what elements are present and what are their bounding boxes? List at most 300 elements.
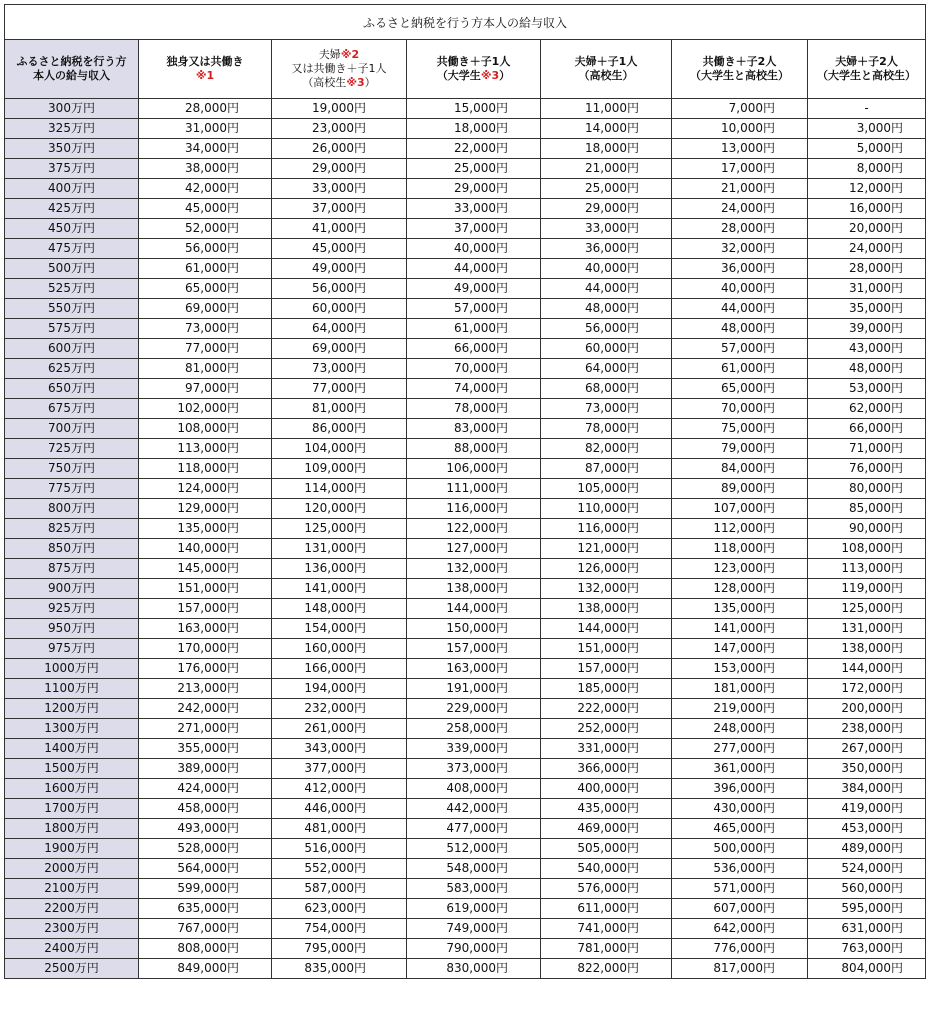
limit-cell: 65,000円 — [139, 279, 272, 299]
limit-cell: 453,000円 — [808, 819, 926, 839]
header-text: 独身又は共働き — [166, 55, 244, 68]
limit-cell: 469,000円 — [541, 819, 672, 839]
limit-cell: 536,000円 — [672, 859, 808, 879]
header-text: 共働き＋子1人 — [436, 55, 511, 68]
limit-cell: 790,000円 — [407, 939, 541, 959]
table-row — [5, 139, 926, 159]
income-cell: 875万円 — [5, 559, 139, 579]
limit-cell: 5,000円 — [808, 139, 926, 159]
limit-cell: 127,000円 — [407, 539, 541, 559]
limit-cell: 73,000円 — [139, 319, 272, 339]
limit-cell: 271,000円 — [139, 719, 272, 739]
limit-cell: 14,000円 — [541, 119, 672, 139]
limit-cell: 70,000円 — [407, 359, 541, 379]
table-row — [5, 539, 926, 559]
income-cell: 725万円 — [5, 439, 139, 459]
limit-cell: 36,000円 — [541, 239, 672, 259]
limit-cell: 419,000円 — [808, 799, 926, 819]
table-row — [5, 919, 926, 939]
limit-cell: 194,000円 — [272, 679, 407, 699]
limit-cell: 113,000円 — [139, 439, 272, 459]
income-cell: 475万円 — [5, 239, 139, 259]
limit-cell: 129,000円 — [139, 499, 272, 519]
limit-cell: 53,000円 — [808, 379, 926, 399]
table-row — [5, 339, 926, 359]
limit-cell: 85,000円 — [808, 499, 926, 519]
limit-cell: 176,000円 — [139, 659, 272, 679]
limit-cell: 45,000円 — [139, 199, 272, 219]
limit-cell: 830,000円 — [407, 959, 541, 979]
limit-cell: 62,000円 — [808, 399, 926, 419]
limit-cell: 587,000円 — [272, 879, 407, 899]
income-cell: 375万円 — [5, 159, 139, 179]
limit-cell: 80,000円 — [808, 479, 926, 499]
income-cell: 325万円 — [5, 119, 139, 139]
header-dual-child-univ — [407, 40, 541, 99]
limit-cell: 104,000円 — [272, 439, 407, 459]
limit-cell: 136,000円 — [272, 559, 407, 579]
limit-cell: 430,000円 — [672, 799, 808, 819]
limit-cell: 71,000円 — [808, 439, 926, 459]
table-row — [5, 439, 926, 459]
table-row — [5, 879, 926, 899]
limit-cell: 623,000円 — [272, 899, 407, 919]
footnote-mark: ※3 — [480, 69, 500, 82]
limit-cell: 583,000円 — [407, 879, 541, 899]
limit-cell: - — [808, 99, 926, 119]
income-cell: 1600万円 — [5, 779, 139, 799]
limit-cell: 109,000円 — [272, 459, 407, 479]
limit-cell: 108,000円 — [808, 539, 926, 559]
table-row — [5, 459, 926, 479]
limit-cell: 191,000円 — [407, 679, 541, 699]
limit-cell: 25,000円 — [407, 159, 541, 179]
limit-cell: 77,000円 — [139, 339, 272, 359]
limit-cell: 835,000円 — [272, 959, 407, 979]
table-row — [5, 359, 926, 379]
limit-cell: 528,000円 — [139, 839, 272, 859]
limit-cell: 35,000円 — [808, 299, 926, 319]
limit-cell: 277,000円 — [672, 739, 808, 759]
limit-cell: 763,000円 — [808, 939, 926, 959]
limit-cell: 102,000円 — [139, 399, 272, 419]
limit-cell: 18,000円 — [407, 119, 541, 139]
income-cell: 450万円 — [5, 219, 139, 239]
limit-cell: 144,000円 — [541, 619, 672, 639]
limit-cell: 121,000円 — [541, 539, 672, 559]
limit-cell: 41,000円 — [272, 219, 407, 239]
column-header-row — [5, 40, 926, 99]
limit-cell: 635,000円 — [139, 899, 272, 919]
table-row — [5, 199, 926, 219]
table-row — [5, 519, 926, 539]
limit-cell: 185,000円 — [541, 679, 672, 699]
income-cell: 300万円 — [5, 99, 139, 119]
limit-cell: 252,000円 — [541, 719, 672, 739]
limit-cell: 10,000円 — [672, 119, 808, 139]
income-cell: 1500万円 — [5, 759, 139, 779]
limit-cell: 163,000円 — [407, 659, 541, 679]
limit-cell: 26,000円 — [272, 139, 407, 159]
limit-cell: 28,000円 — [139, 99, 272, 119]
limit-cell: 238,000円 — [808, 719, 926, 739]
limit-cell: 82,000円 — [541, 439, 672, 459]
limit-cell: 49,000円 — [272, 259, 407, 279]
limit-cell: 20,000円 — [808, 219, 926, 239]
header-text: 夫婦＋子2人 — [835, 55, 898, 68]
limit-cell: 66,000円 — [808, 419, 926, 439]
limit-cell: 108,000円 — [139, 419, 272, 439]
limit-cell: 111,000円 — [407, 479, 541, 499]
income-cell: 750万円 — [5, 459, 139, 479]
income-cell: 650万円 — [5, 379, 139, 399]
limit-cell: 37,000円 — [407, 219, 541, 239]
limit-cell: 343,000円 — [272, 739, 407, 759]
limit-cell: 150,000円 — [407, 619, 541, 639]
footnote-mark: ※1 — [195, 69, 215, 82]
income-cell: 1100万円 — [5, 679, 139, 699]
limit-cell: 151,000円 — [541, 639, 672, 659]
header-text: （大学生 — [436, 69, 481, 82]
table-row — [5, 159, 926, 179]
limit-cell: 229,000円 — [407, 699, 541, 719]
income-cell: 350万円 — [5, 139, 139, 159]
limit-cell: 135,000円 — [139, 519, 272, 539]
table-row — [5, 759, 926, 779]
limit-cell: 118,000円 — [672, 539, 808, 559]
limit-cell: 18,000円 — [541, 139, 672, 159]
limit-cell: 373,000円 — [407, 759, 541, 779]
header-text: （高校生） — [578, 69, 634, 82]
table-row — [5, 939, 926, 959]
limit-cell: 267,000円 — [808, 739, 926, 759]
header-text: ふるさと納税を行う方 — [16, 55, 127, 68]
limit-cell: 132,000円 — [541, 579, 672, 599]
limit-cell: 39,000円 — [808, 319, 926, 339]
income-cell: 925万円 — [5, 599, 139, 619]
limit-cell: 97,000円 — [139, 379, 272, 399]
income-cell: 1700万円 — [5, 799, 139, 819]
table-row — [5, 259, 926, 279]
income-cell: 950万円 — [5, 619, 139, 639]
income-cell: 700万円 — [5, 419, 139, 439]
limit-cell: 49,000円 — [407, 279, 541, 299]
limit-cell: 552,000円 — [272, 859, 407, 879]
limit-cell: 118,000円 — [139, 459, 272, 479]
limit-cell: 151,000円 — [139, 579, 272, 599]
table-row — [5, 479, 926, 499]
table-body — [5, 99, 926, 979]
limit-cell: 560,000円 — [808, 879, 926, 899]
limit-cell: 607,000円 — [672, 899, 808, 919]
income-cell: 675万円 — [5, 399, 139, 419]
limit-cell: 481,000円 — [272, 819, 407, 839]
header-text: （高校生 — [302, 76, 347, 89]
limit-cell: 89,000円 — [672, 479, 808, 499]
limit-cell: 31,000円 — [808, 279, 926, 299]
limit-cell: 57,000円 — [672, 339, 808, 359]
limit-cell: 458,000円 — [139, 799, 272, 819]
limit-cell: 90,000円 — [808, 519, 926, 539]
header-text: 夫婦 — [318, 48, 341, 61]
limit-cell: 16,000円 — [808, 199, 926, 219]
limit-cell: 28,000円 — [672, 219, 808, 239]
limit-cell: 804,000円 — [808, 959, 926, 979]
limit-cell: 43,000円 — [808, 339, 926, 359]
table-row — [5, 719, 926, 739]
limit-cell: 776,000円 — [672, 939, 808, 959]
limit-cell: 144,000円 — [808, 659, 926, 679]
income-cell: 775万円 — [5, 479, 139, 499]
limit-cell: 181,000円 — [672, 679, 808, 699]
limit-cell: 29,000円 — [541, 199, 672, 219]
limit-cell: 77,000円 — [272, 379, 407, 399]
limit-cell: 56,000円 — [272, 279, 407, 299]
limit-cell: 38,000円 — [139, 159, 272, 179]
limit-cell: 24,000円 — [672, 199, 808, 219]
table-row — [5, 599, 926, 619]
limit-cell: 339,000円 — [407, 739, 541, 759]
income-cell: 850万円 — [5, 539, 139, 559]
income-cell: 525万円 — [5, 279, 139, 299]
header-couple — [272, 40, 407, 99]
limit-cell: 44,000円 — [541, 279, 672, 299]
table-row — [5, 739, 926, 759]
limit-cell: 74,000円 — [407, 379, 541, 399]
limit-cell: 145,000円 — [139, 559, 272, 579]
limit-cell: 76,000円 — [808, 459, 926, 479]
limit-cell: 69,000円 — [139, 299, 272, 319]
limit-cell: 446,000円 — [272, 799, 407, 819]
table-row — [5, 639, 926, 659]
limit-cell: 767,000円 — [139, 919, 272, 939]
table-row — [5, 699, 926, 719]
income-cell: 1800万円 — [5, 819, 139, 839]
limit-cell: 125,000円 — [808, 599, 926, 619]
limit-cell: 122,000円 — [407, 519, 541, 539]
income-cell: 400万円 — [5, 179, 139, 199]
limit-cell: 29,000円 — [272, 159, 407, 179]
limit-cell: 81,000円 — [272, 399, 407, 419]
limit-cell: 116,000円 — [407, 499, 541, 519]
income-cell: 825万円 — [5, 519, 139, 539]
footnote-mark: ※2 — [340, 48, 360, 61]
income-cell: 550万円 — [5, 299, 139, 319]
table-row — [5, 659, 926, 679]
limit-cell: 28,000円 — [808, 259, 926, 279]
table-row — [5, 819, 926, 839]
limit-cell: 465,000円 — [672, 819, 808, 839]
limit-cell: 400,000円 — [541, 779, 672, 799]
table-row — [5, 379, 926, 399]
limit-cell: 65,000円 — [672, 379, 808, 399]
limit-cell: 147,000円 — [672, 639, 808, 659]
limit-cell: 377,000円 — [272, 759, 407, 779]
income-cell: 2000万円 — [5, 859, 139, 879]
header-single-or-dual — [139, 40, 272, 99]
limit-cell: 331,000円 — [541, 739, 672, 759]
limit-cell: 68,000円 — [541, 379, 672, 399]
limit-cell: 477,000円 — [407, 819, 541, 839]
limit-cell: 29,000円 — [407, 179, 541, 199]
limit-cell: 60,000円 — [272, 299, 407, 319]
limit-cell: 124,000円 — [139, 479, 272, 499]
table-row — [5, 99, 926, 119]
limit-cell: 442,000円 — [407, 799, 541, 819]
header-text: （大学生と高校生） — [817, 69, 917, 82]
limit-cell: 79,000円 — [672, 439, 808, 459]
limit-cell: 500,000円 — [672, 839, 808, 859]
limit-cell: 116,000円 — [541, 519, 672, 539]
limit-cell: 564,000円 — [139, 859, 272, 879]
limit-cell: 754,000円 — [272, 919, 407, 939]
income-cell: 975万円 — [5, 639, 139, 659]
income-cell: 1400万円 — [5, 739, 139, 759]
limit-cell: 48,000円 — [541, 299, 672, 319]
limit-cell: 516,000円 — [272, 839, 407, 859]
limit-cell: 23,000円 — [272, 119, 407, 139]
limit-cell: 219,000円 — [672, 699, 808, 719]
limit-cell: 138,000円 — [407, 579, 541, 599]
limit-cell: 435,000円 — [541, 799, 672, 819]
limit-cell: 154,000円 — [272, 619, 407, 639]
limit-cell: 384,000円 — [808, 779, 926, 799]
limit-cell: 64,000円 — [272, 319, 407, 339]
limit-cell: 17,000円 — [672, 159, 808, 179]
limit-cell: 424,000円 — [139, 779, 272, 799]
limit-cell: 12,000円 — [808, 179, 926, 199]
income-cell: 2400万円 — [5, 939, 139, 959]
limit-cell: 61,000円 — [139, 259, 272, 279]
limit-cell: 232,000円 — [272, 699, 407, 719]
limit-cell: 493,000円 — [139, 819, 272, 839]
limit-cell: 123,000円 — [672, 559, 808, 579]
table-row — [5, 959, 926, 979]
table-row — [5, 679, 926, 699]
limit-cell: 48,000円 — [808, 359, 926, 379]
limit-cell: 66,000円 — [407, 339, 541, 359]
limit-cell: 619,000円 — [407, 899, 541, 919]
limit-cell: 61,000円 — [407, 319, 541, 339]
limit-cell: 389,000円 — [139, 759, 272, 779]
limit-cell: 157,000円 — [407, 639, 541, 659]
limit-cell: 110,000円 — [541, 499, 672, 519]
limit-cell: 52,000円 — [139, 219, 272, 239]
limit-cell: 56,000円 — [541, 319, 672, 339]
limit-cell: 34,000円 — [139, 139, 272, 159]
limit-cell: 141,000円 — [672, 619, 808, 639]
limit-cell: 131,000円 — [272, 539, 407, 559]
header-dual-two-children — [672, 40, 808, 99]
limit-cell: 106,000円 — [407, 459, 541, 479]
limit-cell: 24,000円 — [808, 239, 926, 259]
limit-cell: 7,000円 — [672, 99, 808, 119]
income-cell: 2300万円 — [5, 919, 139, 939]
limit-cell: 795,000円 — [272, 939, 407, 959]
income-cell: 900万円 — [5, 579, 139, 599]
limit-cell: 11,000円 — [541, 99, 672, 119]
limit-cell: 163,000円 — [139, 619, 272, 639]
limit-cell: 57,000円 — [407, 299, 541, 319]
income-cell: 575万円 — [5, 319, 139, 339]
table-row — [5, 119, 926, 139]
limit-cell: 355,000円 — [139, 739, 272, 759]
limit-cell: 631,000円 — [808, 919, 926, 939]
table-row — [5, 319, 926, 339]
limit-cell: 366,000円 — [541, 759, 672, 779]
limit-cell: 42,000円 — [139, 179, 272, 199]
limit-cell: 213,000円 — [139, 679, 272, 699]
limit-cell: 64,000円 — [541, 359, 672, 379]
table-row — [5, 299, 926, 319]
limit-cell: 40,000円 — [407, 239, 541, 259]
table-row — [5, 279, 926, 299]
furusato-table-container — [4, 4, 925, 979]
header-text: （大学生と高校生） — [690, 69, 789, 82]
limit-cell: 83,000円 — [407, 419, 541, 439]
table-row — [5, 419, 926, 439]
table-row — [5, 839, 926, 859]
limit-cell: 21,000円 — [541, 159, 672, 179]
limit-cell: 70,000円 — [672, 399, 808, 419]
limit-cell: 157,000円 — [139, 599, 272, 619]
limit-cell: 242,000円 — [139, 699, 272, 719]
limit-cell: 13,000円 — [672, 139, 808, 159]
limit-cell: 505,000円 — [541, 839, 672, 859]
limit-cell: 78,000円 — [541, 419, 672, 439]
limit-cell: 113,000円 — [808, 559, 926, 579]
table-row — [5, 859, 926, 879]
limit-cell: 489,000円 — [808, 839, 926, 859]
header-couple-child-high — [541, 40, 672, 99]
limit-cell: 396,000円 — [672, 779, 808, 799]
header-text: 又は共働き＋子1人 — [291, 62, 387, 75]
header-text: 共働き＋子2人 — [702, 55, 777, 68]
limit-cell: 125,000円 — [272, 519, 407, 539]
footnote-mark: ※3 — [346, 76, 365, 89]
table-row — [5, 559, 926, 579]
limit-cell: 160,000円 — [272, 639, 407, 659]
header-text: 本人の給与収入 — [33, 69, 110, 82]
limit-cell: 69,000円 — [272, 339, 407, 359]
limit-cell: 128,000円 — [672, 579, 808, 599]
limit-cell: 153,000円 — [672, 659, 808, 679]
limit-cell: 75,000円 — [672, 419, 808, 439]
limit-cell: 81,000円 — [139, 359, 272, 379]
table-row — [5, 219, 926, 239]
table-row — [5, 579, 926, 599]
limit-cell: 817,000円 — [672, 959, 808, 979]
limit-cell: 19,000円 — [272, 99, 407, 119]
limit-cell: 126,000円 — [541, 559, 672, 579]
limit-cell: 33,000円 — [541, 219, 672, 239]
income-cell: 2500万円 — [5, 959, 139, 979]
limit-cell: 120,000円 — [272, 499, 407, 519]
limit-cell: 849,000円 — [139, 959, 272, 979]
header-text: ） — [499, 69, 511, 82]
income-cell: 800万円 — [5, 499, 139, 519]
income-cell: 500万円 — [5, 259, 139, 279]
table-row — [5, 899, 926, 919]
income-cell: 1300万円 — [5, 719, 139, 739]
income-cell: 2200万円 — [5, 899, 139, 919]
limit-cell: 540,000円 — [541, 859, 672, 879]
limit-cell: 22,000円 — [407, 139, 541, 159]
limit-cell: 548,000円 — [407, 859, 541, 879]
limit-cell: 25,000円 — [541, 179, 672, 199]
limit-cell: 88,000円 — [407, 439, 541, 459]
limit-cell: 87,000円 — [541, 459, 672, 479]
